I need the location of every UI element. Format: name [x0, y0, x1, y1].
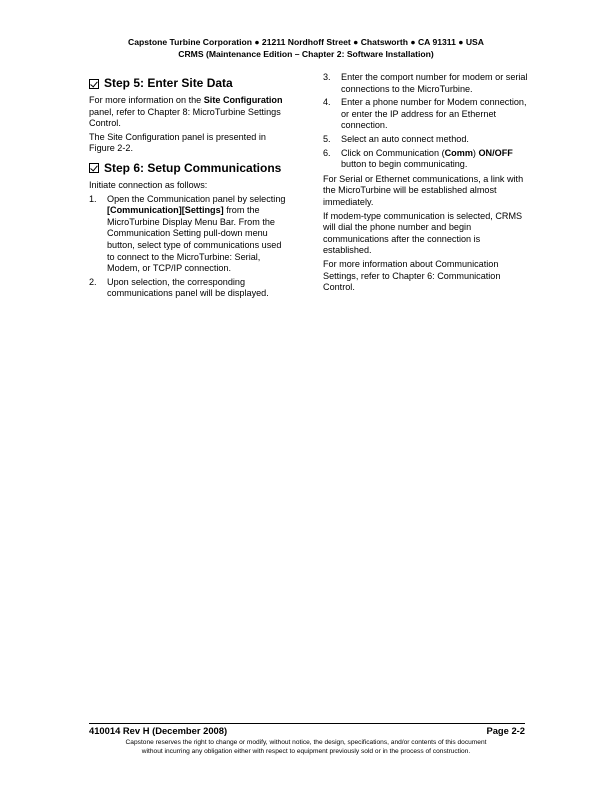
step5-heading: [89, 76, 289, 91]
list-text: [341, 148, 528, 171]
list-number: 3.: [323, 72, 331, 82]
footer-disclaimer: [80, 738, 532, 756]
list-item: [323, 134, 528, 146]
text-span: button to begin communicating.: [341, 159, 468, 170]
text-span: Open the Communication panel by selecting: [107, 193, 286, 204]
step5-title: Step 5: Enter Site Data: [104, 76, 233, 90]
footer-page-number: Page 2-2: [486, 725, 525, 736]
list-text: Enter a phone number for Modem connection, or enter the IP address for an Ethernet connection.: [341, 97, 527, 131]
disclaimer-line-1: Capstone reserves the right to change or modify, without notice, the design, specifications, and/or contents of this document: [125, 739, 487, 746]
text-span: Click on Communication (: [341, 147, 445, 158]
checkbox-icon: [89, 163, 99, 173]
step6-list: [89, 194, 289, 300]
list-text: [107, 194, 289, 275]
footer-divider: [89, 723, 525, 724]
disclaimer-line-2: without incurring any obligation either with respect to equipment previously sold or in the process of construction.: [141, 748, 471, 756]
footer-doc-number: 410014 Rev H (December 2008): [89, 725, 228, 736]
page-header: [60, 37, 552, 60]
step6-heading: [89, 161, 289, 176]
bold-text: Site Configuration: [203, 95, 283, 105]
right-paragraph-1: For Serial or Ethernet communications, a link with the MicroTurbine will be established almost immediately.: [323, 173, 524, 207]
bold-text: Comm: [444, 147, 473, 158]
list-item: [323, 72, 528, 95]
step6-intro: Initiate connection as follows:: [89, 179, 208, 190]
right-paragraph-3: For more information about Communication Settings, refer to Chapter 6: Communication Control.: [323, 258, 501, 293]
list-text: Upon selection, the corresponding communications panel will be displayed.: [107, 276, 269, 299]
list-number: 2.: [89, 276, 97, 287]
step5-paragraph-2: The Site Configuration panel is presented in Figure 2-2.: [89, 131, 266, 154]
text-span: from the MicroTurbine Display Menu Bar. From the Communication Setting pull-down menu button, select type of communications used to connect to the MicroTurbine: Serial, Modem, or TCP/IP connection.: [107, 205, 282, 274]
text-span: panel, refer to Chapter 8: MicroTurbine Settings Control.: [89, 106, 281, 129]
list-item: [323, 148, 528, 171]
list-number: 6.: [323, 147, 331, 158]
list-number: 4.: [323, 97, 331, 108]
list-item: [323, 97, 528, 132]
list-number: 5.: [323, 133, 331, 144]
text-span: ): [472, 147, 479, 158]
right-column: [323, 72, 528, 296]
header-company-line: Capstone Turbine Corporation ● 21211 Nordhoff Street ● Chatsworth ● CA 91311 ● USA: [128, 37, 484, 47]
bold-text: ON/OFF: [478, 147, 513, 158]
right-paragraph-2: If modem-type communication is selected, CRMS will dial the phone number and begin communications after the connection is established.: [323, 210, 523, 256]
bold-text: [Communication][Settings]: [107, 205, 224, 216]
step5-paragraph-1: [89, 95, 289, 130]
list-item: [89, 277, 289, 300]
list-item: [89, 194, 289, 275]
header-doc-title: CRMS (Maintenance Edition – Chapter 2: Software Installation): [178, 48, 434, 59]
step6-title: Step 6: Setup Communications: [104, 160, 282, 175]
list-text: Select an auto connect method.: [341, 133, 469, 144]
list-text: Enter the comport number for modem or serial connections to the MicroTurbine.: [341, 72, 528, 94]
checkbox-icon: [89, 79, 99, 89]
step6-list-continued: [323, 72, 528, 171]
left-column: [89, 76, 289, 303]
text-span: For more information on the: [89, 95, 204, 105]
list-number: 1.: [89, 193, 97, 204]
